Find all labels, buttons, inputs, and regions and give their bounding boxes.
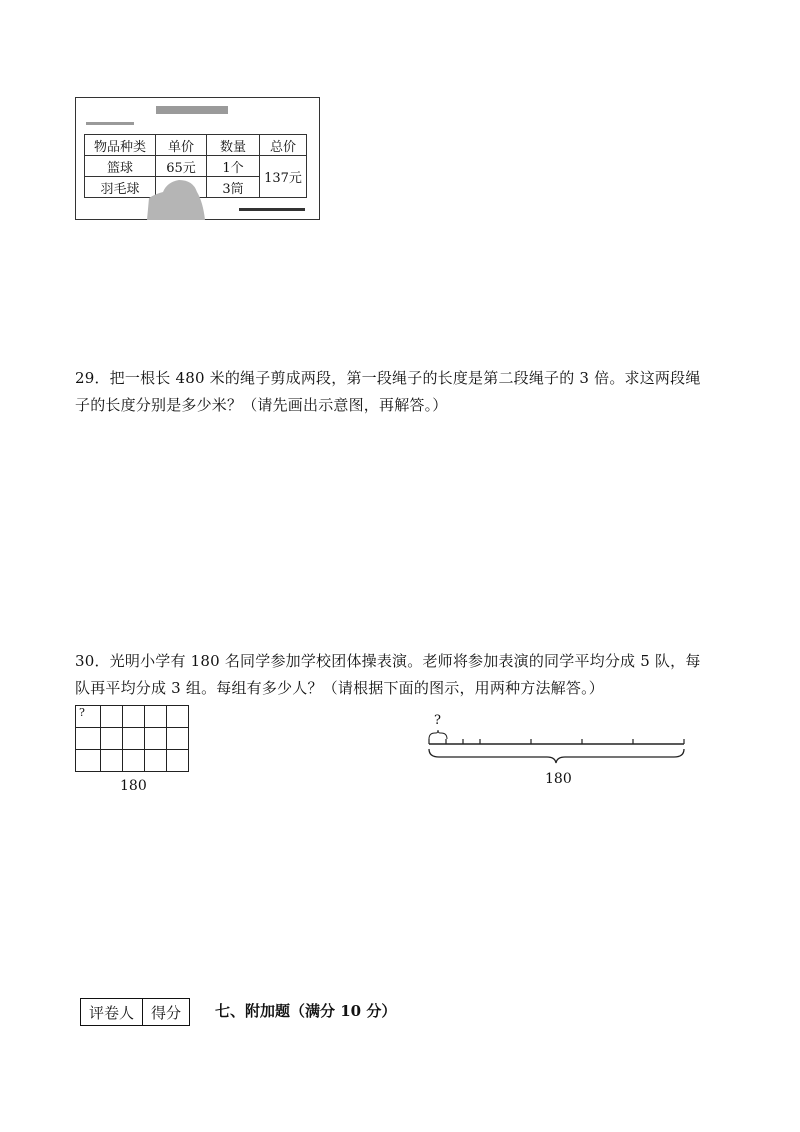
header-price: 单价 — [156, 135, 207, 156]
row-item: 羽毛球 — [85, 177, 156, 198]
grid-question-cell: ? — [76, 706, 101, 728]
line-question-mark: ? — [434, 713, 441, 728]
section-7-title: 七、附加题（满分 10 分） — [215, 1002, 397, 1020]
row-qty: 1个 — [207, 156, 260, 177]
line-diagram — [425, 725, 690, 765]
row-qty: 3筒 — [207, 177, 260, 198]
question-30 — [75, 648, 755, 702]
grid-total-label: 180 — [120, 778, 147, 794]
question-29 — [75, 365, 755, 419]
row-item: 篮球 — [85, 156, 156, 177]
line-total-label: 180 — [545, 771, 572, 787]
grader-label: 评卷人 — [81, 999, 143, 1026]
score-label: 得分 — [143, 999, 190, 1026]
receipt-header-row — [85, 135, 307, 156]
receipt-figure — [75, 97, 320, 220]
receipt-total: 137元 — [260, 156, 307, 198]
receipt-row-basketball — [85, 156, 307, 177]
header-qty: 数量 — [207, 135, 260, 156]
header-item: 物品种类 — [85, 135, 156, 156]
grid-diagram — [75, 705, 189, 772]
torn-smudge — [145, 180, 207, 220]
question-30-line1: 30．光明小学有 180 名同学参加学校团体操表演。老师将参加表演的同学平均分成 5 队，每 — [75, 652, 701, 670]
row-price: 65元 — [156, 156, 207, 177]
header-total: 总价 — [260, 135, 307, 156]
receipt-signature-line — [239, 208, 305, 211]
receipt-subtitle-bar — [86, 122, 134, 125]
question-29-line1: 29．把一根长 480 米的绳子剪成两段，第一段绳子的长度是第二段绳子的 3 倍。求这两段绳 — [75, 369, 701, 387]
score-box — [80, 998, 190, 1026]
question-30-line2: 队再平均分成 3 组。每组有多少人？（请根据下面的图示，用两种方法解答。） — [75, 679, 604, 697]
question-29-line2: 子的长度分别是多少米？（请先画出示意图，再解答。） — [75, 396, 448, 414]
receipt-title-bar — [156, 106, 228, 114]
